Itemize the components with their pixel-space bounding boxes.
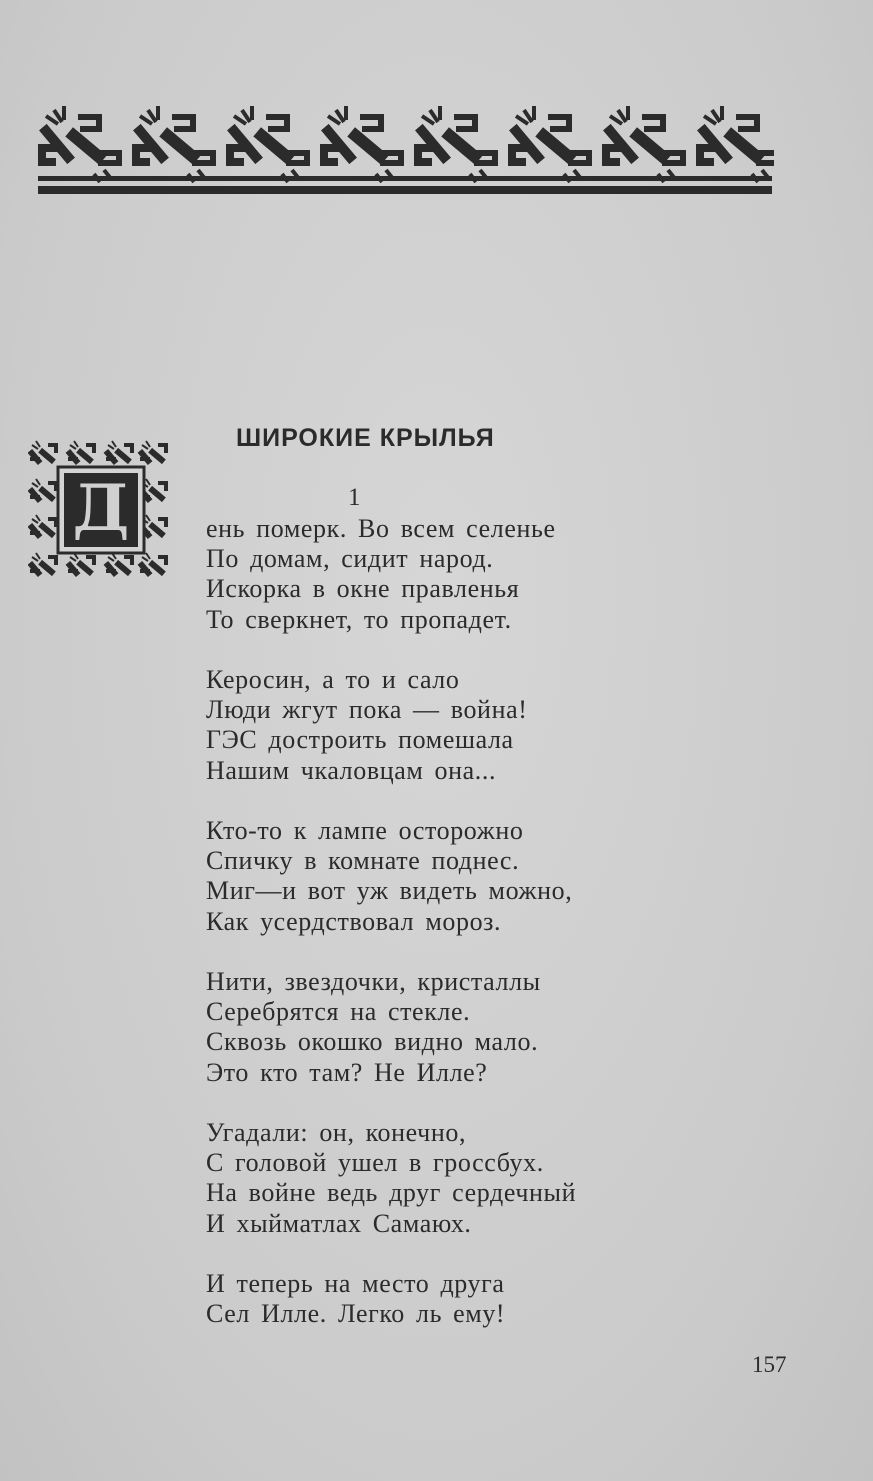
stanza — [206, 816, 806, 937]
poem-line: С головой ушел в гроссбух. — [206, 1148, 544, 1178]
poem-line: Сквозь окошко видно мало. — [206, 1027, 539, 1057]
stanza — [206, 514, 806, 635]
top-ornamental-border — [34, 100, 774, 200]
poem-line: Угадали: он, конечно, — [206, 1118, 467, 1147]
stanza — [206, 665, 806, 786]
poem-line: И теперь на место друга — [206, 1269, 505, 1298]
stanza — [206, 1118, 806, 1239]
poem-line: ГЭС достроить помешала — [206, 725, 514, 755]
poem-line: Люди жгут пока — война! — [206, 695, 528, 725]
poem-line: Искорка в окне правленья — [206, 574, 520, 604]
poem-line: Как усердствовал мороз. — [206, 906, 502, 936]
poem-line: Керосин, а то и сало — [206, 665, 460, 694]
poem-line: По домам, сидит народ. — [206, 544, 494, 574]
section-number: 1 — [348, 484, 361, 511]
poem-line: То сверкнет, то пропадет. — [206, 604, 512, 634]
drop-cap-letter: Д — [72, 471, 130, 546]
poem-line: ень померк. Во всем селенье — [206, 514, 556, 543]
poem-line: Нити, звездочки, кристаллы — [206, 967, 541, 996]
poem-text — [206, 514, 806, 1360]
page-number: 157 — [752, 1352, 787, 1377]
poem-line: На войне ведь друг сердечный — [206, 1178, 577, 1208]
poem-line: Нашим чкаловцам она... — [206, 755, 497, 785]
stanza — [206, 967, 806, 1088]
stanza — [206, 1269, 806, 1329]
poem-line: Сел Илле. Легко ль ему! — [206, 1299, 506, 1329]
poem-line: Кто-то к лампе осторожно — [206, 816, 524, 845]
poem-line: Миг—и вот уж видеть можно, — [206, 876, 573, 906]
poem-line: Спичку в комнате поднес. — [206, 846, 520, 876]
poem-line: Это кто там? Не Илле? — [206, 1057, 488, 1087]
poem-line: Серебрятся на стекле. — [206, 997, 471, 1027]
title: ШИРОКИЕ КРЫЛЬЯ — [236, 424, 495, 452]
poem-line: И хыйматлах Самаюх. — [206, 1208, 472, 1238]
